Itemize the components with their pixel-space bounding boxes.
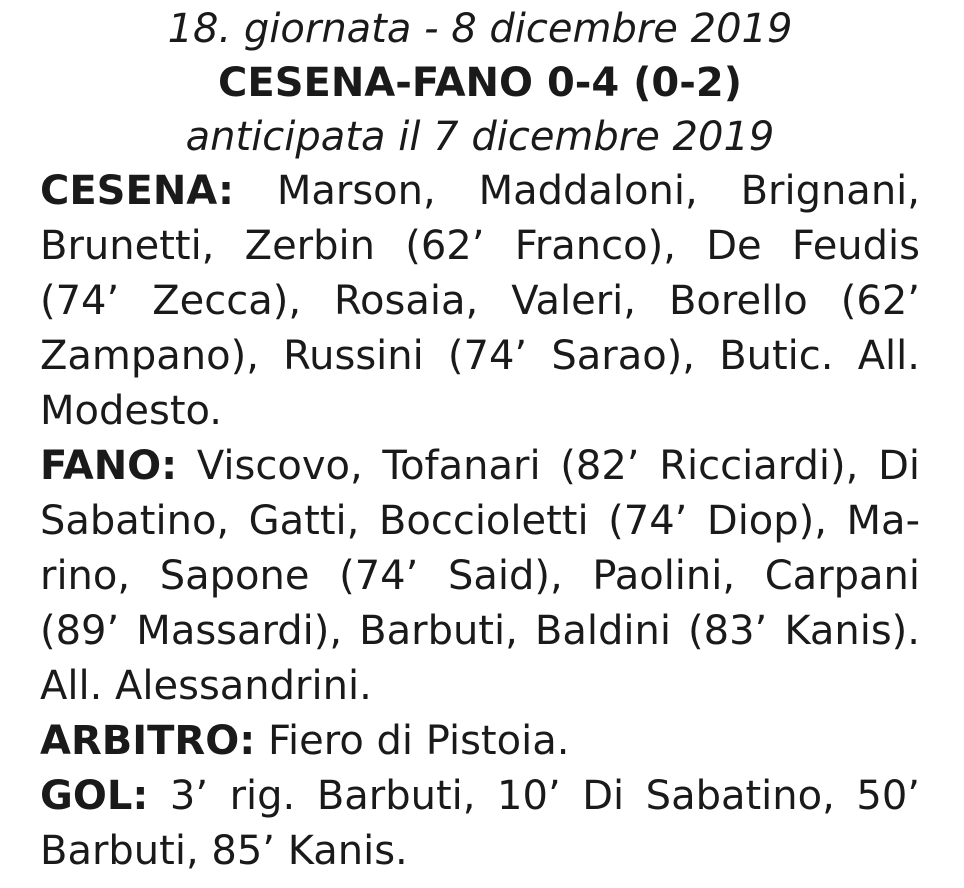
cesena-lineup: [40, 164, 920, 439]
cesena-players: Marson, Maddaloni, Brignani, Brunetti, Zerbin (62’ Franco), De Feudis (74’ Zecca), Rosaia, Valeri, Borello (62’ Zampano), Russini (74’ Sarao), Butic. All. Modesto.: [40, 168, 921, 434]
fano-lineup: [40, 439, 920, 714]
round-date: 18. giornata - 8 dicembre 2019: [167, 6, 793, 52]
fano-players: Viscovo, Tofanari (82’ Ricciardi), Di Sabatino, Gatti, Boccioletti (74’ Diop), Marino, Sapone (74’ Said), Paolini, Carpani (89’ Massardi), Barbuti, Baldini (83’ Kanis). All. Alessandrini.: [40, 443, 920, 709]
cesena-label: CESENA:: [40, 168, 234, 214]
goals-label: GOL:: [40, 773, 149, 819]
referee-name: Fiero di Pistoia.: [267, 718, 570, 764]
match-result: CESENA-FANO 0-4 (0-2): [218, 60, 742, 106]
match-note: anticipata il 7 dicembre 2019: [185, 114, 775, 160]
goals-info: [40, 769, 920, 879]
fano-label: FANO:: [40, 443, 178, 489]
referee-label: ARBITRO:: [40, 718, 256, 764]
match-report: [0, 2, 964, 888]
referee-info: [40, 714, 920, 769]
goals-list: 3’ rig. Barbuti, 10’ Di Sabatino, 50’ Barbuti, 85’ Kanis.: [40, 773, 920, 874]
